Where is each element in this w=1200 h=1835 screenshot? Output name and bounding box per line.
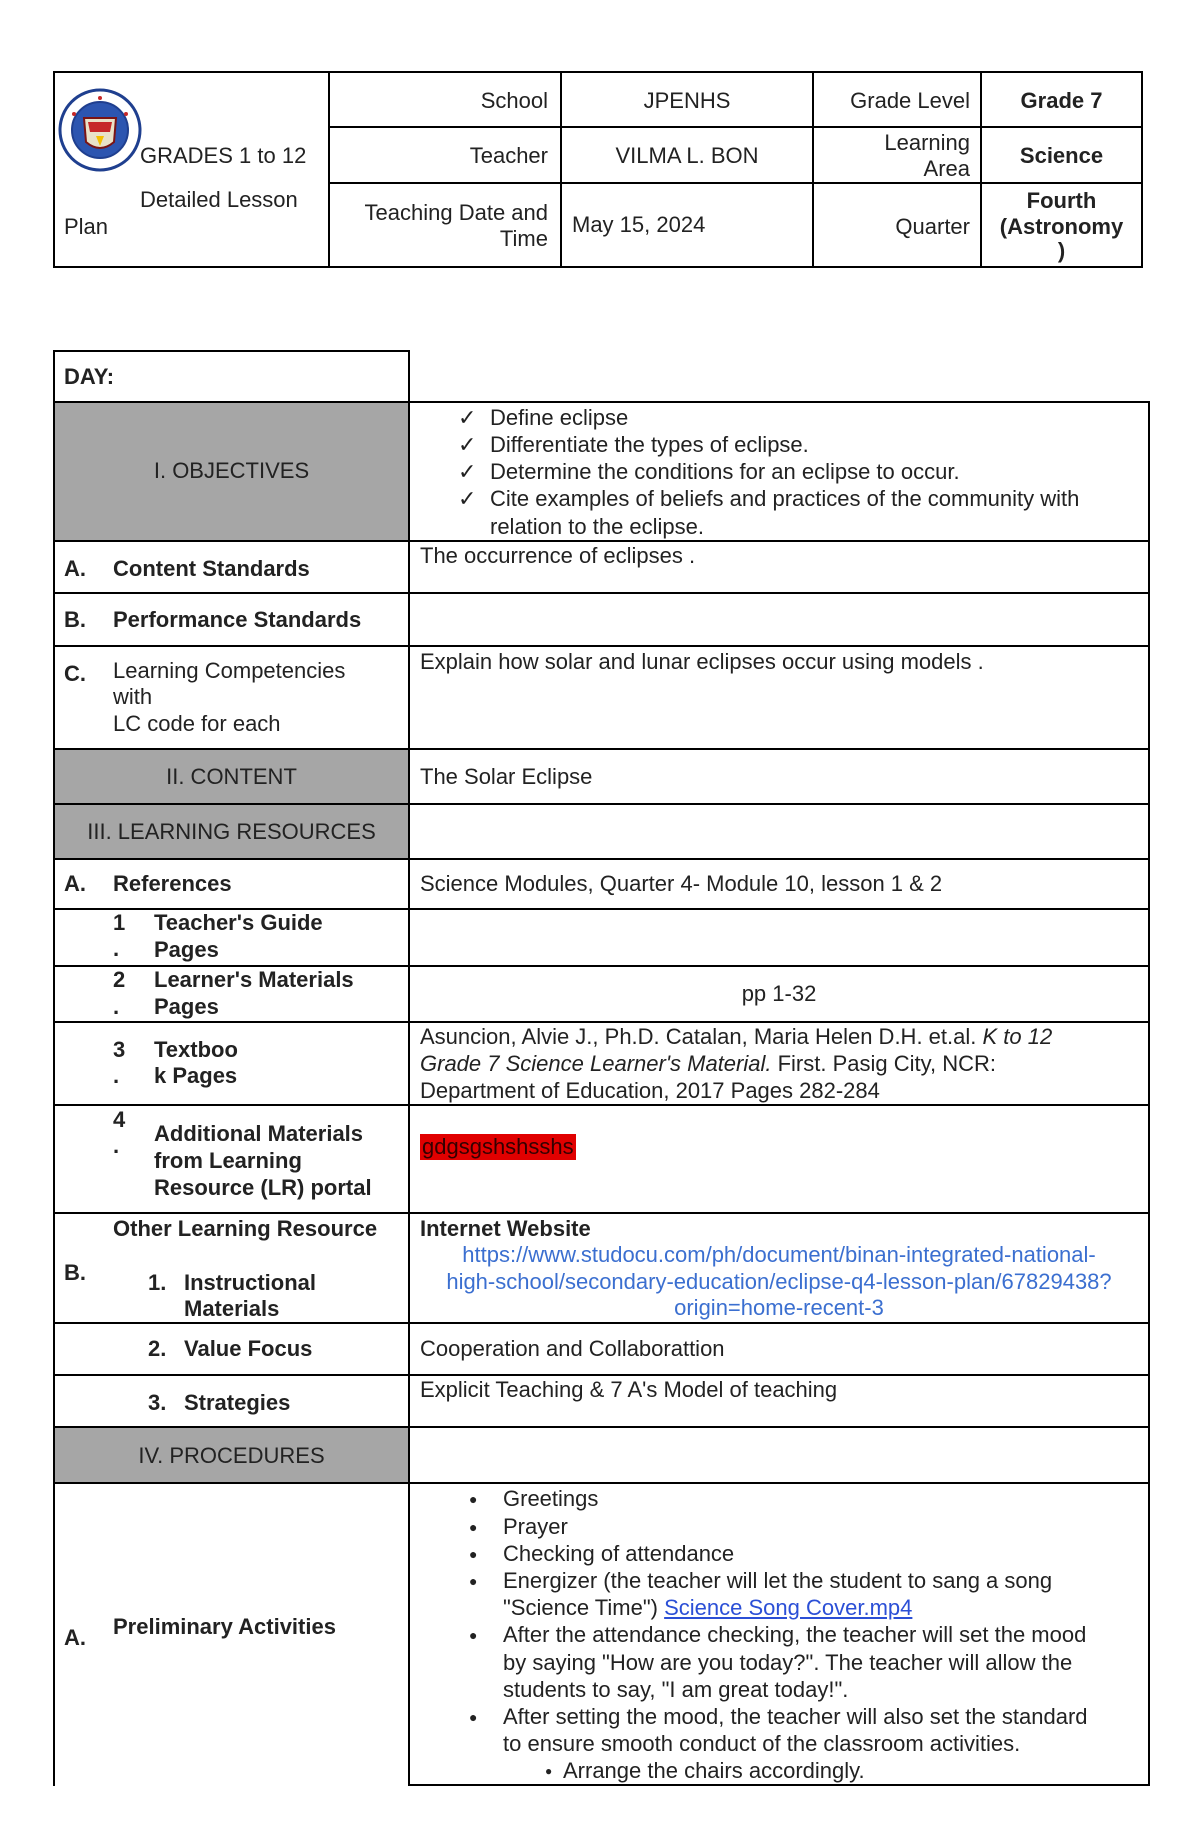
grade-level-value: Grade 7 (1020, 88, 1103, 113)
references-value: Science Modules, Quarter 4- Module 10, lesson 1 & 2 (420, 871, 943, 896)
instructional-materials-label-line1: Instructional (184, 1270, 317, 1295)
date-value: May 15, 2024 (572, 212, 706, 237)
school-value: JPENHS (643, 88, 731, 113)
date-label-line2: Time (499, 226, 548, 251)
value-focus-num: 2. (148, 1336, 167, 1361)
objective-item-continued: relation to the eclipse. (490, 514, 705, 539)
list-item: ● Greetings (503, 1486, 598, 1512)
list-item: ● Prayer (503, 1514, 568, 1540)
textbook-dot: . (113, 1063, 120, 1088)
additional-materials-label-line1: Additional Materials (154, 1121, 364, 1146)
list-item-continued: students to say, "I am great today!". (503, 1677, 849, 1702)
additional-materials-num: 4 (113, 1107, 126, 1132)
textbook-citation-publisher: First. Pasig City, NCR: (777, 1051, 996, 1076)
teachers-guide-dot: . (113, 936, 120, 961)
content-standards-label: Content Standards (113, 556, 310, 581)
objective-item: ✓ Cite examples of beliefs and practices of the community with (490, 486, 1079, 512)
quarter-value-line2: (Astronomy (999, 214, 1124, 239)
learning-area-label-line1: Learning (884, 130, 970, 155)
date-label-line1: Teaching Date and (364, 200, 548, 225)
strategies-num: 3. (148, 1390, 167, 1415)
quarter-value-line3: ) (1057, 238, 1066, 263)
references-label: References (113, 871, 232, 896)
grades-label: GRADES 1 to 12 (140, 143, 307, 168)
learners-materials-label-line1: Learner's Materials (154, 967, 354, 992)
quarter-label: Quarter (895, 214, 970, 239)
learners-materials-num: 2 (113, 967, 126, 992)
studocu-link-line3[interactable]: origin=home-recent-3 (674, 1295, 884, 1320)
list-item: ● Checking of attendance (503, 1541, 734, 1567)
teachers-guide-label-line2: Pages (154, 937, 219, 962)
preliminary-letter: A. (64, 1625, 86, 1650)
content-standards-letter: A. (64, 556, 86, 581)
grade-level-label: Grade Level (850, 88, 970, 113)
list-item-text: "Science Time") (503, 1595, 658, 1620)
list-item: ● After setting the mood, the teacher will also set the standard (503, 1704, 1088, 1730)
teacher-label: Teacher (469, 143, 548, 168)
strategies-label: Strategies (184, 1390, 291, 1415)
textbook-citation-title-part2: Grade 7 Science Learner's Material. (420, 1051, 772, 1076)
list-item: ● Energizer (the teacher will let the student to sang a song (503, 1568, 1052, 1594)
content-value: The Solar Eclipse (420, 764, 593, 789)
list-item-continued: by saying "How are you today?". The teacher will allow the (503, 1650, 1073, 1675)
competencies-letter: C. (64, 661, 86, 686)
additional-materials-dot: . (113, 1133, 120, 1158)
competencies-value: Explain how solar and lunar eclipses occur using models . (420, 649, 984, 674)
science-song-link[interactable]: Science Song Cover.mp4 (664, 1595, 913, 1620)
textbook-label-line1: Textboo (154, 1037, 238, 1062)
value-focus-value: Cooperation and Collaborattion (420, 1336, 725, 1361)
teacher-value: VILMA L. BON (615, 143, 759, 168)
other-resource-letter: B. (64, 1260, 86, 1285)
procedures-title: IV. PROCEDURES (138, 1443, 325, 1468)
content-standards-value: The occurrence of eclipses . (420, 543, 696, 568)
quarter-value-line1: Fourth (1026, 188, 1097, 213)
additional-materials-label-line2: from Learning (154, 1148, 302, 1173)
teachers-guide-label-line1: Teacher's Guide (154, 910, 323, 935)
textbook-citation-authors: Asuncion, Alvie J., Ph.D. Catalan, Maria Helen D.H. et.al. (420, 1024, 977, 1049)
day-label: DAY: (64, 364, 115, 389)
learners-materials-label-line2: Pages (154, 994, 219, 1019)
textbook-citation-line2 (420, 1051, 996, 1077)
dlp-label-line1: Detailed Lesson (140, 187, 298, 212)
additional-materials-value: gdgsgshshsshs (422, 1134, 574, 1159)
objective-item: ✓ Determine the conditions for an eclipse to occur. (490, 459, 960, 485)
performance-standards-letter: B. (64, 607, 86, 632)
instructional-materials-num: 1. (148, 1270, 167, 1295)
textbook-num: 3 (113, 1037, 126, 1062)
objectives-title: I. OBJECTIVES (153, 458, 310, 483)
studocu-link-line2[interactable]: high-school/secondary-education/eclipse-q4-lesson-plan/67829438? (446, 1269, 1112, 1294)
preliminary-label: Preliminary Activities (113, 1614, 336, 1639)
dlp-label-line2: Plan (64, 214, 109, 239)
learning-area-label-line2: Area (923, 156, 970, 181)
competencies-label-line3: LC code for each (113, 711, 281, 736)
textbook-citation-line1 (420, 1024, 1052, 1050)
list-item-continued (503, 1595, 912, 1621)
internet-website-heading: Internet Website (420, 1216, 591, 1241)
textbook-citation-title-part1: K to 12 (982, 1024, 1053, 1049)
textbook-citation-line3: Department of Education, 2017 Pages 282-284 (420, 1078, 880, 1103)
textbook-label-line2: k Pages (154, 1063, 238, 1088)
value-focus-label: Value Focus (184, 1336, 313, 1361)
content-title: II. CONTENT (166, 764, 297, 789)
learners-materials-dot: . (113, 994, 120, 1019)
references-letter: A. (64, 871, 86, 896)
additional-materials-label-line3: Resource (LR) portal (154, 1175, 372, 1200)
sub-list-item: ● Arrange the chairs accordingly. (563, 1758, 865, 1784)
strategies-value: Explicit Teaching & 7 A's Model of teaching (420, 1377, 838, 1402)
list-item: ● After the attendance checking, the teacher will set the mood (503, 1622, 1086, 1648)
list-item-continued: to ensure smooth conduct of the classroom activities. (503, 1731, 1021, 1756)
school-label: School (480, 88, 548, 113)
studocu-link-line1[interactable]: https://www.studocu.com/ph/document/binan-integrated-national- (462, 1242, 1096, 1267)
objective-item: ✓ Differentiate the types of eclipse. (490, 432, 809, 458)
performance-standards-label: Performance Standards (113, 607, 362, 632)
instructional-materials-label-line2: Materials (184, 1296, 280, 1321)
competencies-label-line1: Learning Competencies (113, 658, 346, 683)
deped-seal (58, 88, 142, 172)
other-resource-label: Other Learning Resource (113, 1216, 378, 1241)
teachers-guide-num: 1 (113, 910, 126, 935)
resources-title: III. LEARNING RESOURCES (87, 819, 376, 844)
competencies-label-line2: with (113, 684, 153, 709)
objective-item: ✓ Define eclipse (490, 405, 628, 431)
learners-materials-value: pp 1-32 (741, 981, 817, 1006)
learning-area-value: Science (1019, 143, 1104, 168)
